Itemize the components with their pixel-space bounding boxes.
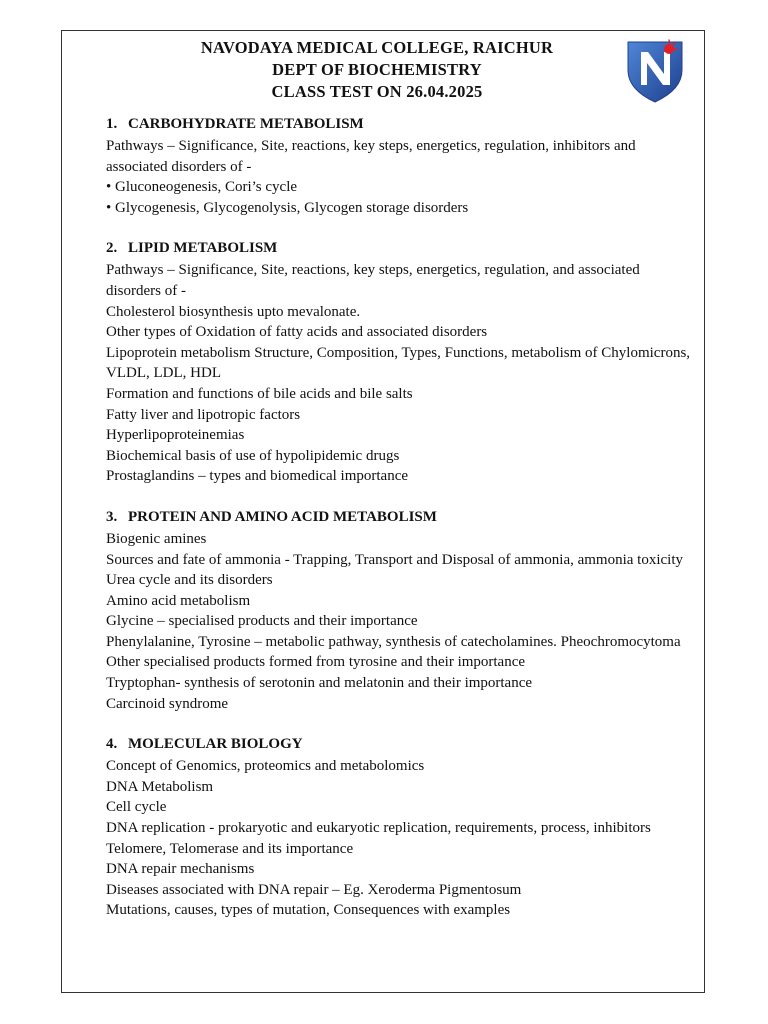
topic-line: Sources and fate of ammonia - Trapping, Transport and Disposal of ammonia, ammonia toxicity [106, 551, 684, 568]
section-heading [106, 734, 696, 754]
section-number: 3. [106, 508, 118, 525]
topic-line: Other types of Oxidation of fatty acids and associated disorders [106, 324, 488, 341]
topic-line: • Gluconeogenesis, Cori’s cycle [106, 179, 298, 196]
section-heading [106, 507, 696, 527]
section-carbohydrate-metabolism [106, 114, 696, 218]
topic-line: • Glycogenesis, Glycogenolysis, Glycogen storage disorders [106, 199, 469, 216]
section-number: 1. [106, 116, 118, 132]
topic-line: Concept of Genomics, proteomics and metabolomics [106, 758, 425, 775]
section-lipid-metabolism [106, 238, 696, 487]
section-heading [106, 114, 696, 134]
topic-line: Hyperlipoproteinemias [106, 427, 245, 444]
topic-line: Cholesterol biosynthesis upto mevalonate. [106, 303, 361, 320]
topic-line: Amino acid metabolism [106, 592, 251, 609]
topic-line: Fatty liver and lipotropic factors [106, 406, 301, 423]
syllabus-content [106, 114, 696, 941]
section-molecular-biology [106, 734, 696, 921]
topic-line: Biogenic amines [106, 530, 207, 547]
topic-line: Cell cycle [106, 799, 167, 816]
topic-line: Tryptophan- synthesis of serotonin and melatonin and their importance [106, 675, 533, 692]
topic-line: DNA Metabolism [106, 778, 214, 795]
navodaya-logo-icon [624, 36, 686, 104]
section-number: 2. [106, 240, 118, 257]
topic-line: Glycine – specialised products and their importance [106, 613, 418, 630]
department-name: DEPT OF BIOCHEMISTRY [272, 60, 482, 79]
section-title: MOLECULAR BIOLOGY [128, 736, 303, 753]
section-title: CARBOHYDRATE METABOLISM [128, 116, 364, 132]
topic-line: Telomere, Telomerase and its importance [106, 840, 354, 857]
topic-line: Other specialised products formed from tyrosine and their importance [106, 654, 526, 671]
section-protein-amino-acid-metabolism [106, 507, 696, 714]
topic-line: DNA repair mechanisms [106, 861, 255, 878]
section-title: LIPID METABOLISM [128, 240, 278, 257]
test-date-title: CLASS TEST ON 26.04.2025 [271, 82, 483, 101]
topic-line: Lipoprotein metabolism Structure, Composition, Types, Functions, metabolism of Chylomicrons, VLDL, LDL, HDL [106, 344, 691, 382]
topic-line: Pathways – Significance, Site, reactions, key steps, energetics, regulation, inhibitors and associated disorders of - [106, 138, 636, 175]
topic-line: Formation and functions of bile acids and bile salts [106, 385, 413, 402]
topic-line: Phenylalanine, Tyrosine – metabolic pathway, synthesis of catecholamines. Pheochromocytoma [106, 633, 681, 650]
section-title: PROTEIN AND AMINO ACID METABOLISM [128, 508, 437, 525]
college-name: NAVODAYA MEDICAL COLLEGE, RAICHUR [200, 38, 554, 57]
topic-line: Biochemical basis of use of hypolipidemic drugs [106, 447, 400, 464]
document-header [61, 37, 705, 103]
topic-line: Diseases associated with DNA repair – Eg. Xeroderma Pigmentosum [106, 881, 522, 898]
topic-line: Mutations, causes, types of mutation, Consequences with examples [106, 902, 511, 919]
section-heading [106, 238, 696, 258]
topic-line: Carcinoid syndrome [106, 695, 229, 712]
topic-line: Prostaglandins – types and biomedical importance [106, 468, 409, 485]
topic-line: DNA replication - prokaryotic and eukaryotic replication, requirements, process, inhibitors [106, 820, 651, 837]
section-number: 4. [106, 736, 118, 753]
topic-line: Urea cycle and its disorders [106, 572, 273, 589]
topic-line: Pathways – Significance, Site, reactions, key steps, energetics, regulation, and associated disorders of - [106, 262, 640, 299]
